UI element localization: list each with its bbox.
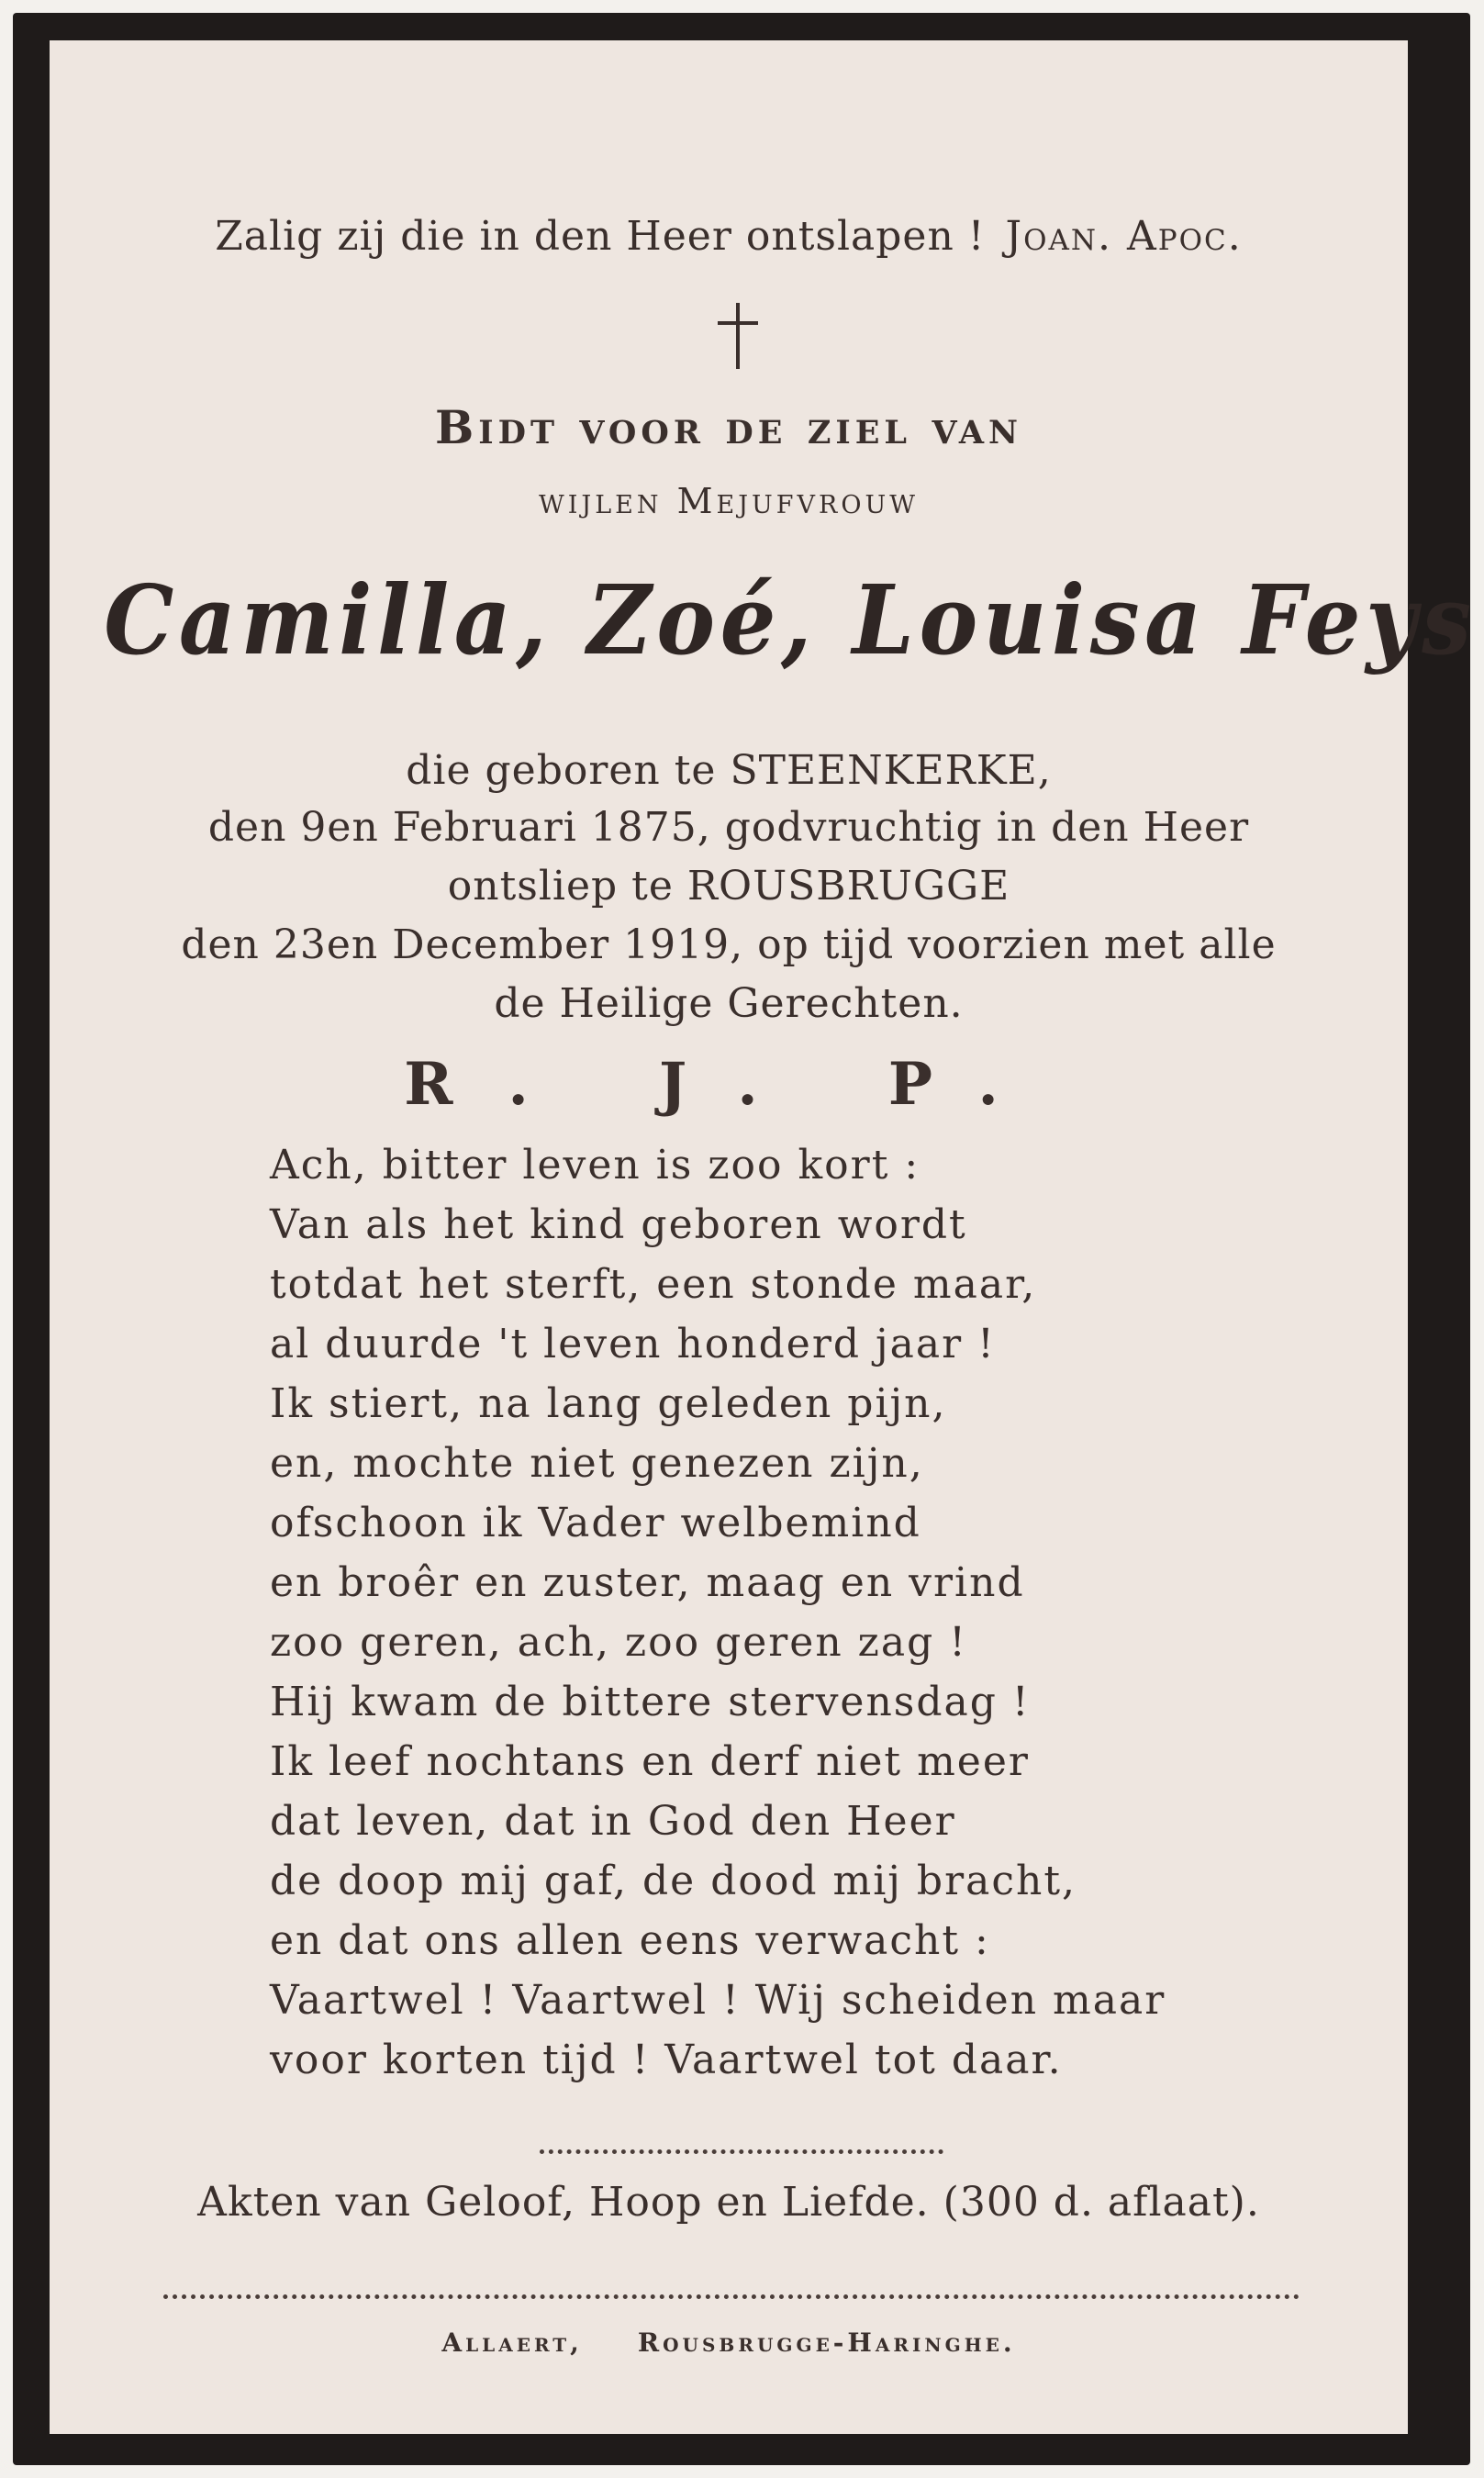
subheading: wijlen Mejufvrouw [539, 481, 919, 521]
poem-line: dat leven, dat in God den Heer [270, 1798, 956, 1845]
poem-line: Ik stiert, na lang geleden pijn, [270, 1380, 947, 1427]
biography-line: den 9en Februari 1875, godvruchtig in den Heer [207, 804, 1250, 851]
poem-line: de doop mij gaf, de dood mij bracht, [270, 1858, 1077, 1904]
poem [270, 1142, 1371, 2096]
poem-line: Ik leef nochtans en derf niet meer [270, 1738, 1030, 1785]
poem-line: ofschoon ik Vader welbemind [270, 1500, 921, 1546]
poem-line: Hij kwam de bittere stervensdag ! [270, 1679, 1031, 1725]
poem-line: Van als het kind geboren wordt [270, 1201, 967, 1248]
biography-line: de Heilige Gerechten. [494, 980, 964, 1027]
rip-initials: R. J. P. [404, 1050, 1054, 1119]
epigraph-citation: Joan. Apoc. [1005, 213, 1243, 260]
poem-line: en dat ons allen eens verwacht : [270, 1917, 990, 1964]
poem-line: Ach, bitter leven is zoo kort : [270, 1142, 921, 1189]
biography-line: ontsliep te ROUSBRUGGE [447, 863, 1010, 910]
poem-line: en, mochte niet genezen zijn, [270, 1440, 924, 1487]
prayer-line: Akten van Geloof, Hoop en Liefde. (300 d. aflaat). [197, 2179, 1260, 2226]
heading: Bidt voor de ziel van [434, 400, 1023, 454]
printer-name: Allaert, [441, 2327, 583, 2358]
dotted-divider [163, 2294, 1300, 2299]
poem-line: totdat het sterft, een stonde maar, [270, 1261, 1037, 1308]
dotted-divider [540, 2149, 943, 2154]
poem-line: voor korten tijd ! Vaartwel tot daar. [270, 2037, 1063, 2083]
poem-line: zoo geren, ach, zoo geren zag ! [270, 1619, 967, 1666]
poem-line: Vaartwel ! Vaartwel ! Wij scheiden maar [270, 1977, 1166, 2024]
epigraph [50, 213, 1408, 260]
poem-line: en broêr en zuster, maag en vrind [270, 1559, 1025, 1606]
printer-town: Rousbrugge-Haringhe. [637, 2327, 1016, 2358]
biography-line: den 23en December 1919, op tijd voorzien met alle [181, 921, 1277, 968]
epigraph-text: Zalig zij die in den Heer ontslapen ! [215, 213, 986, 260]
memorial-card [50, 40, 1477, 2434]
latin-cross-icon [710, 299, 765, 373]
biography-line: die geboren te STEENKERKE, [406, 747, 1052, 794]
deceased-name: Camilla, Zoé, Louisa Feys [104, 564, 1477, 676]
printer-imprint [50, 2327, 1408, 2358]
poem-line: al duurde 't leven honderd jaar ! [270, 1321, 996, 1367]
